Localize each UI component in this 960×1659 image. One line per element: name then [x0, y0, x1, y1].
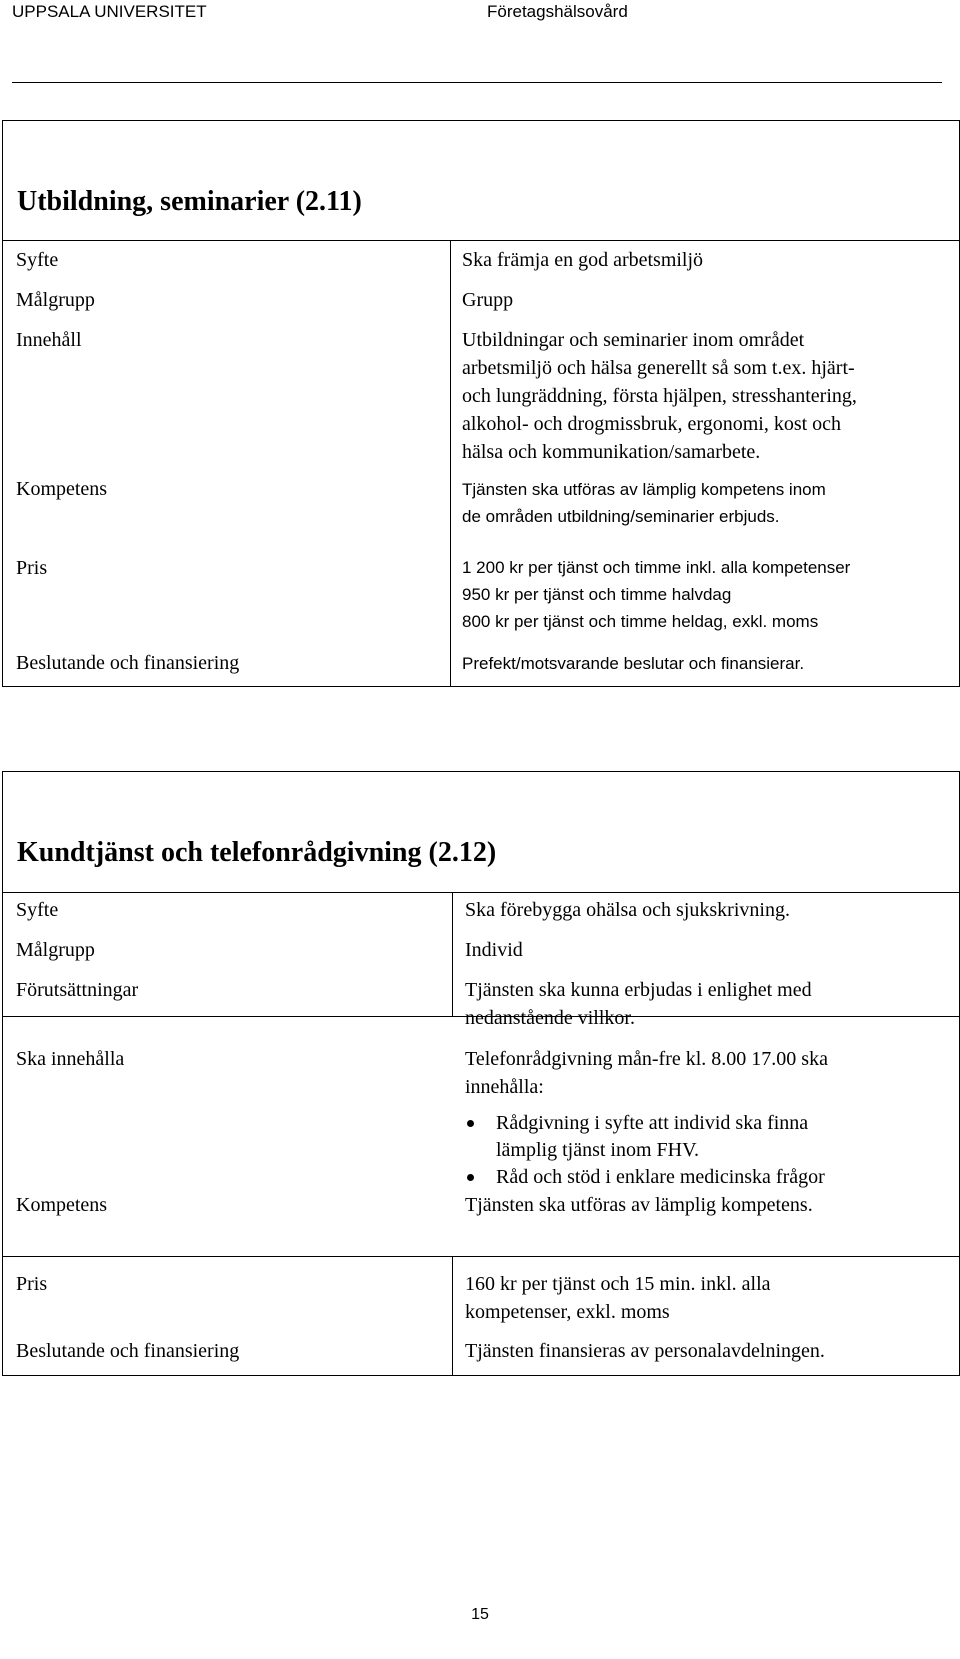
- service-table-kundtjanst: [2, 771, 960, 1376]
- row-value-ska-innehalla: Telefonrådgivning mån-fre kl. 8.00 17.00 ska innehålla:: [465, 1048, 828, 1098]
- table-divider: [3, 240, 959, 241]
- table-divider: [3, 1256, 959, 1257]
- row-value-pris: 1 200 kr per tjänst och timme inkl. alla kompetenser 950 kr per tjänst och timme halvdag 800 kr per tjänst och timme heldag, exkl. moms: [462, 558, 851, 631]
- table-divider: [3, 892, 959, 893]
- row-label-pris: Pris: [16, 1273, 48, 1295]
- row-label-syfte: Syfte: [16, 249, 59, 271]
- row-value-syfte: Ska förebygga ohälsa och sjukskrivning.: [465, 899, 790, 921]
- header-divider: [12, 82, 942, 83]
- row-label-innehall: Innehåll: [16, 329, 82, 351]
- row-label-kompetens: Kompetens: [16, 478, 108, 500]
- row-label-beslutande: Beslutande och finansiering: [16, 1340, 240, 1362]
- row-value-innehall: Utbildningar och seminarier inom området arbetsmiljö och hälsa generellt så som t.ex. hjärt- och lungräddning, första hjälpen, stresshantering, alkohol- och drogmissbruk, ergonomi, kost och hälsa och kommunikation/samarbete.: [462, 329, 857, 463]
- bullet-icon: [467, 1120, 474, 1127]
- row-value-malgrupp: Grupp: [462, 289, 514, 311]
- row-label-kompetens: Kompetens: [16, 1194, 108, 1216]
- bullet-icon: [467, 1174, 474, 1181]
- row-value-malgrupp: Individ: [465, 939, 523, 961]
- row-value-kompetens: Tjänsten ska utföras av lämplig kompetens inom de områden utbildning/seminarier erbjuds.: [462, 480, 826, 526]
- row-value-beslutande: Prefekt/motsvarande beslutar och finansierar.: [462, 654, 805, 673]
- column-divider: [450, 240, 451, 687]
- header-university: UPPSALA UNIVERSITET: [12, 2, 207, 21]
- row-label-pris: Pris: [16, 557, 48, 579]
- list-item: Råd och stöd i enklare medicinska frågor: [465, 1164, 825, 1191]
- column-divider: [452, 1256, 453, 1376]
- header-department: Företagshälsovård: [487, 2, 628, 21]
- row-value-kompetens: Tjänsten ska utföras av lämplig kompetens.: [465, 1194, 813, 1216]
- content-bullet-list: [465, 1110, 825, 1191]
- service-table-utbildning: [2, 120, 960, 687]
- row-value-pris: 160 kr per tjänst och 15 min. inkl. alla kompetenser, exkl. moms: [465, 1273, 771, 1323]
- row-value-beslutande: Tjänsten finansieras av personalavdelningen.: [465, 1340, 825, 1362]
- list-item: Rådgivning i syfte att individ ska finna lämplig tjänst inom FHV.: [465, 1110, 825, 1164]
- row-value-syfte: Ska främja en god arbetsmiljö: [462, 249, 704, 271]
- section-title: Kundtjänst och telefonrådgivning (2.12): [17, 837, 497, 868]
- row-label-ska-innehalla: Ska innehålla: [16, 1048, 125, 1070]
- section-title: Utbildning, seminarier (2.11): [17, 186, 362, 217]
- row-value-forutsattningar: Tjänsten ska kunna erbjudas i enlighet med nedanstående villkor.: [465, 979, 812, 1029]
- row-label-forutsattningar: Förutsättningar: [16, 979, 139, 1001]
- row-label-syfte: Syfte: [16, 899, 59, 921]
- row-label-malgrupp: Målgrupp: [16, 289, 95, 311]
- page-number: 15: [471, 1606, 489, 1623]
- row-label-malgrupp: Målgrupp: [16, 939, 95, 961]
- column-divider: [452, 892, 453, 1016]
- row-label-beslutande: Beslutande och finansiering: [16, 652, 240, 674]
